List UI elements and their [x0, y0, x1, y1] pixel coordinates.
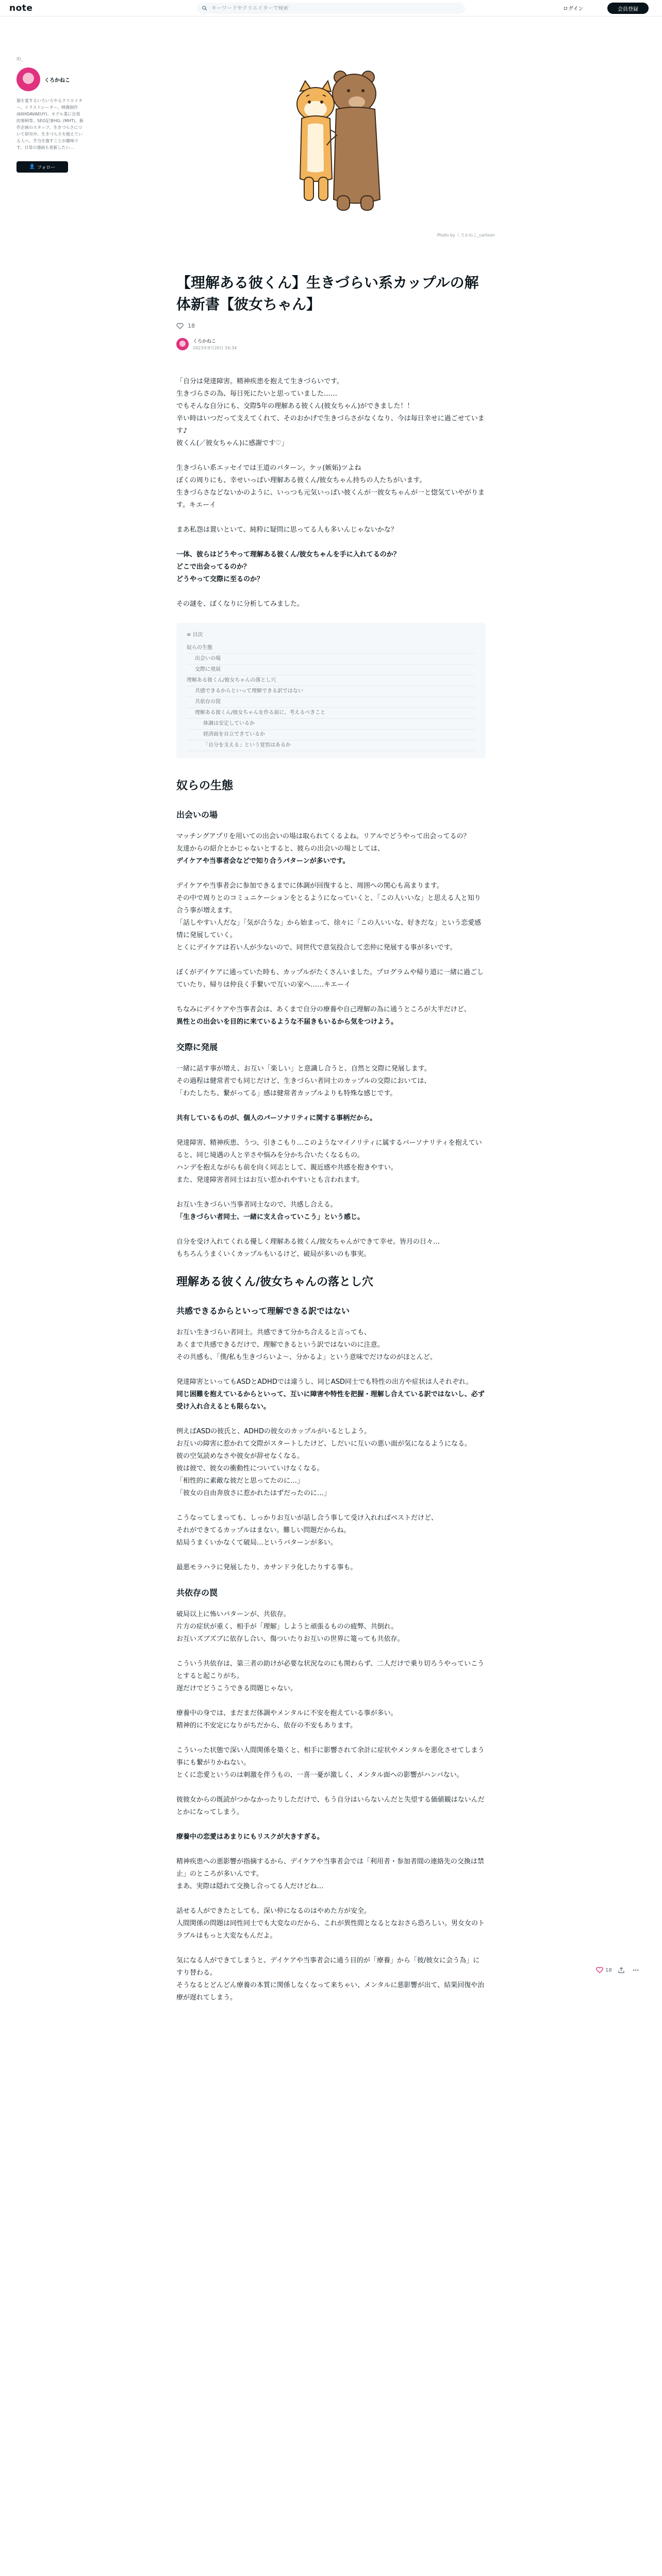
article-body: [176, 376, 486, 2004]
toc-item[interactable]: 奴らの生態: [187, 643, 475, 654]
paragraph: 共有しているものが、個人のパーソナリティに関する事柄だから。: [176, 1114, 377, 1122]
questions-paragraph: 一体、彼らはどうやって理解ある彼くん/彼女ちゃんを手に入れてるのか？ どこで出会ってるのか？ どうやって交際に至るのか？: [176, 551, 400, 583]
paragraph: 破局以上に怖いパターンが、共依存。 片方の症状が重く、相手が「理解」しようと頑張るものの疲弊、共倒れ。 お互いズブズブに依存し合い、傷ついたりお互いの世界に篭っても共依存。: [176, 1611, 404, 1643]
paragraph: 発達障害、精神疾患、うつ、引きこもり…このようなマイノリティに属するパーソナリティを抱えていると、同じ境遇の人と辛さや悩みを分かち合いたくなるもの。 ハンデを抱えながらも前を向く同志として、親近感や共感を抱きやすい。 また、発達障害者同士はお互い惹かれやすいとも言われます。: [176, 1139, 482, 1184]
paragraph: こうなってしまっても、しっかりお互いが話し合う事して受け入れればベストだけど、 それができてるカップルはまない。難しい問題だからね。 結局うまくいかなくて破局…というパターンが多い。: [176, 1514, 438, 1547]
person-add-icon: 👤: [29, 164, 35, 170]
paragraph: 一緒に話す事が増え、お互い「楽しい」と意識し合うと、自然と交際に発展します。 その過程は健常者でも同じだけど、生きづらい者同士のカップルの交際においては、 「わたしたち、繋がってる」感は健常者カップルよりも特殊な感じです。: [176, 1065, 431, 1097]
table-of-contents: [176, 623, 486, 758]
article: [176, 272, 486, 2016]
paragraph: 例えばASDの彼氏と、ADHDの彼女のカップルがいるとしよう。 お互いの障害に惹かれて交際がスタートしたけど、しだいに互いの悪い面が気になるようになる。 彼の空気読めなさや彼女が辞せなくなる。 彼は彼で、彼女の衝動性についていけなくなる。 「相性的に素敵な彼だと思ってたのに…」 「彼女の自由奔放さに惹かれたはずだったのに…」: [176, 1428, 472, 1497]
intro-paragraph-4: その謎を、ぼくなりに分析してみました。: [176, 600, 304, 608]
section-heading: 奴らの生態: [176, 779, 234, 792]
paragraph: 彼彼女からの既読がつかなかったりしただけで、もう自分はいらないんだと失望する価値観はないんだとかになってしまう。: [176, 1796, 485, 1816]
toc-item[interactable]: 交際に発展: [187, 665, 475, 675]
brown-bear-figure: [327, 71, 380, 210]
toc-item[interactable]: 共感できるからといって理解できる訳ではない: [187, 686, 475, 697]
paragraph: デイケアや当事者会に参加できるまでに体調が回復すると、周囲への関心も高まります。 その中で周りとのコミュニケーションをとるようになっていくと、「この人いいな」と思える人と知り合う事が増えます。 「話しやすい人だな」「気が合うな」から始まって、徐々に「この人いいな、好きだな」という恋愛感情に発展していく。 とくにデイケアは若い人が少ないので、同世代で意気投合して恋仲に発展する事が多いです。: [176, 882, 482, 952]
toc-item[interactable]: 体調は安定しているか: [187, 719, 475, 730]
author-row: [176, 337, 486, 351]
intro-paragraph-3: まあ私怨は置いといて、純粋に疑問に思ってる人も多いんじゃないかな？: [176, 526, 398, 534]
paragraph: お互い生きづらい者同士。共感できて分かち合えると言っても、 あくまで共感できるだけで、理解できるという訳ではないのに注意。 その共感も、「僕/私も生きづらいよ～、分かるよ」という意味でだけなのがほとんど。: [176, 1329, 437, 1361]
search-bar[interactable]: [197, 3, 465, 14]
more-icon[interactable]: [633, 1967, 639, 1973]
article-title: 【理解ある彼くん】生きづらい系カップルの解体新書【彼女ちゃん】: [176, 274, 479, 313]
paragraph: 気になる人ができてしまうと、デイケアや当事者会に通う目的が「療養」から「彼/彼女に会う為」にすり替わる。 そうなるとどんどん療養の本質に関係しなくなって来ちゃい、メンタルに悪影響が出て、結果回復や治療が遅れてしまう。: [176, 1957, 485, 2002]
paragraph: マッチングアプリを用いての出会いの場は取られてくるよね。リアルでどうやって出会ってるの？ 友達からの紹介とかじゃないとすると、彼らの出会いの場としては、 デイケアや当事者会などで知り合うパターンが多いです。: [176, 833, 470, 865]
top-header: [0, 0, 662, 16]
toc-item[interactable]: 理解ある彼くん/彼女ちゃんを作る前に、考えるべきこと: [187, 708, 475, 719]
paragraph: こういった状態で深い人間関係を築くと、相手に影響されて余計に症状やメンタルを悪化させてしまう事にも繋がりかねない。 とくに恋愛というのは刺激を伴うもの、一喜一憂が激しく、メンタル面への影響がハンパない。: [176, 1747, 485, 1779]
paragraph: お互い生きづらい当事者同士なので、共感し合える。 「生きづらい者同士、一緒に支え合っていこう」という感じ。: [176, 1201, 365, 1221]
paragraph: 精神疾患への悪影響が指摘するから、デイケアや当事者会では「利用者・参加者間の連絡先の交換は禁止」のところが多いんです。 まあ、実際は隠れて交換し合ってる人だけどね…: [176, 1858, 484, 1890]
subsection-heading: 交際に発展: [176, 1042, 218, 1052]
paragraph: ちなみにデイケアや当事者会は、あくまで自分の療養や自己理解の為に通うところが大半だけど、 異性との出会いを目的に来ているような不届きもいるから気をつけよう。: [176, 1006, 471, 1026]
note-logo[interactable]: note: [9, 3, 33, 13]
intro-paragraph-2: 生きづらい系エッセイでは王道のパターン。ケッ(嫉妬)ツよね ぼくの周りにも、幸せいっぱい理解ある彼くん/彼女ちゃん持ちの人たちがいます。 生きづらさなどないかのように、いっつも元気いっぱい彼くんが一彼女ちゃんが一と惚気ていやがります。キエーイ: [176, 464, 485, 509]
toc-header[interactable]: ≡ 目次: [187, 632, 203, 638]
paragraph: 最悪モラハラに発展したり、カサンドラ化したりする事も。: [176, 1564, 357, 1571]
follow-label: フォロー: [37, 165, 56, 171]
signup-button[interactable]: 会員登録: [607, 3, 649, 14]
paragraph: 療養中の身では、まだまだ体調やメンタルに不安を抱えている事が多い。 精神的に不安定になりがちだから、依存の不安もあります。: [176, 1709, 398, 1730]
subsection-heading: 出会いの場: [176, 810, 218, 820]
paragraph: 自分を受け入れてくれる優しく理解ある彼くん/彼女ちゃんができて幸せ。皆月の日々… もちろんうまくいくカップルもいるけど、破局が多いのも事実。: [176, 1238, 440, 1258]
creator-profile: [16, 57, 84, 173]
heart-icon[interactable]: [596, 1967, 603, 1973]
paragraph: こういう共依存は、第三者の助けが必要な状況なのにも関わらず、二人だけで乗り切ろうやっていこうとすると起こりがち。 遅だけでどうこうできる問題じゃない。: [176, 1660, 484, 1692]
creator-avatar[interactable]: [16, 67, 40, 91]
author-avatar[interactable]: [176, 338, 189, 350]
share-icon[interactable]: [618, 1967, 624, 1973]
search-input[interactable]: [211, 6, 459, 11]
profile-id-label: ID_: [16, 57, 23, 61]
likes-row: [176, 323, 486, 329]
toc-item[interactable]: 出会いの場: [187, 654, 475, 665]
follow-button[interactable]: [16, 161, 68, 173]
toc-item[interactable]: 「自分を支える」という覚悟はあるか: [187, 740, 475, 751]
toc-item[interactable]: 共依存の罠: [187, 697, 475, 708]
author-name[interactable]: くろかねこ: [193, 339, 217, 344]
paragraph: 療養中の恋愛はあまりにもリスクが大きすぎる。: [176, 1833, 324, 1841]
heart-icon[interactable]: [176, 323, 184, 329]
search-icon: [202, 6, 207, 11]
subsection-heading: 共感できるからといって理解できる訳ではない: [176, 1306, 350, 1316]
toc-item[interactable]: 経済面を自立できているか: [187, 730, 475, 740]
creator-name[interactable]: くろかねこ: [44, 77, 70, 83]
float-like-count: 18: [605, 1967, 612, 1973]
cat-bear-illustration: [176, 58, 486, 230]
like-count: 18: [188, 323, 195, 329]
subsection-heading: 共依存の罠: [176, 1588, 218, 1598]
toc-item[interactable]: 理解ある彼くん/彼女ちゃんの落とし穴: [187, 675, 475, 686]
paragraph: ぼくがデイケアに通っていた時も、カップルがたくさんいました。プログラムや帰り道に一緒に過ごしていたり、帰りは仲良く手繋いで互いの家へ……キエーイ: [176, 969, 484, 989]
intro-paragraph: 「自分は発達障害。精神疾患を抱えて生きづらいです。 生きづらさの為、毎日死にたいと思っていました…… でもそんな自分にも、交際5年の理解ある彼くん(彼女ちゃん)ができました！！ 辛い時はいつだって支えてくれて、そのおかげで生きづらさがなくなり、今は毎日幸せに過ごせています♪ 彼くん(／彼女ちゃん)に感謝です♡」: [176, 378, 485, 447]
paragraph: 発達障害といってもASDとADHDでは違うし、同じASD同士でも特性の出方や症状は人それぞれ。 同じ困難を抱えているからといって、互いに障害や特性を把握・理解し合えている訳ではないし、必ず受け入れ合えるとも限らない。: [176, 1378, 485, 1411]
photo-credit[interactable]: Photo by くろかねこ_cartoon: [437, 233, 495, 238]
section-heading: 理解ある彼くん/彼女ちゃんの落とし穴: [176, 1276, 374, 1289]
floating-action-bar: [596, 1967, 639, 1973]
login-link[interactable]: ログイン: [563, 6, 584, 12]
paragraph: 話せる人ができたとしても、深い仲になるのはやめた方が安全。 人間関係の問題は同性同士でも大変なのだから、これが異性間となるとなおさら恐ろしい。男女女のトラブルはもっと大変なもんだよ。: [176, 1907, 485, 1940]
hero-image: [176, 58, 486, 230]
publish-date: 2023年9月20日 16:34: [193, 346, 237, 350]
creator-bio: 猫を愛するいろいろやるクリエイター。イラストレーター、映像制作(60HDAVAEUY)、モデル業に自発的事柄等。SEO記事HG: (MHT)、新作企画のスタッフ。生きづらさについて研究中。生きづらさを抱えている人へ、手当を施すことが趣味です。日常の漫画も更新したい...: [16, 98, 84, 150]
